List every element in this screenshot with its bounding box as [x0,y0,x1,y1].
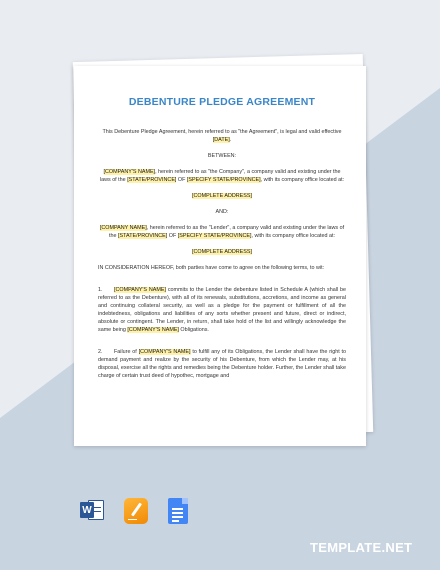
party2-address-line [98,248,346,256]
date-placeholder: [DATE] [212,137,230,143]
clause-2-text: to fulfill any of its Obligations, the Lender shall have the right to demand payment and realize by the security of his Debenture, from which the Lender may, at his disposal, exercise all the rights and remedies being the Debenture holder. Further, the Lender shall take charge of certain trust deed of hypothec, mortgage and [98,349,347,379]
watermark: TEMPLATE.NET [310,540,413,555]
google-docs-icon[interactable] [168,498,188,524]
clause-1-name-placeholder: [COMPANY'S NAME] [114,287,166,293]
google-docs-lines [172,508,183,524]
pages-icon[interactable] [124,498,148,524]
party1-paragraph [98,168,346,184]
word-badge: W [80,502,94,518]
party1-specify-placeholder: [SPECIFY STATE/PROVINCE] [186,177,261,183]
clause-1-text: commits to the Lender the debenture listed in Schedule A (which shall be referred to as the Debenture), with all of its renewals, substitutions, accretions, and income as general and continuing collateral security, as well as a pledge for the payment or fulfillment of all the indebtedness, obligations and liabilities of any sorts whether present and future, direct or indirect, absolute or contingent. The Lender, in return, shall take hold of the list and willingly acknowledge the same being [98,287,346,333]
intro-end: . [229,137,232,143]
clause-1-number: 1. [98,287,103,293]
party1-state-placeholder: [STATE/PROVINCE] [127,177,177,183]
document-body [98,128,346,380]
party2-text-2: OF [167,233,178,239]
party1-name-placeholder: [COMPANY'S NAME] [103,169,156,175]
party2-text-3: , with its company office located at: [251,233,335,239]
party1-text-1: , herein referred to as "the Company", a company valid and existing under the laws of the [99,169,341,183]
clause-2-name-placeholder: [COMPANY'S NAME] [138,349,191,355]
clause-1-name-placeholder-2: [COMPANY'S NAME] [127,327,179,333]
party1-text-3: , with its company office located at: [260,177,345,183]
clause-1-text-end: Obligations. [178,327,209,333]
party1-address-placeholder: [COMPLETE ADDRESS] [192,193,252,199]
party2-state-placeholder: [STATE/PROVINCE] [118,233,168,239]
party2-specify-placeholder: [SPECIFY STATE/PROVINCE] [177,233,252,239]
and-label: AND: [215,209,229,215]
document-title: DEBENTURE PLEDGE AGREEMENT [128,96,316,108]
document-page [74,66,366,446]
party2-text-1: , herein referred to as the "Lender", a company valid and existing under the laws of the [109,225,345,239]
clause-2-text-start: Failure of [114,349,139,355]
clause-1 [98,286,346,334]
party2-name-placeholder: [COMPANY NAME] [99,225,147,231]
between-label: BETWEEN: [207,153,237,159]
intro-paragraph [98,128,346,144]
app-icons [80,498,188,524]
word-icon[interactable] [80,498,104,522]
party2-address-placeholder: [COMPLETE ADDRESS] [192,249,252,255]
clause-2 [98,348,346,380]
party1-address-line [98,192,346,200]
clause-2-number: 2. [98,349,103,355]
party1-text-2: OF [176,177,187,183]
party2-paragraph [98,224,346,240]
intro-text: This Debenture Pledge Agreement, herein referred to as "the Agreement", is legal and valid effective [102,129,342,135]
consideration-paragraph: IN CONSIDERATION HEREOF, both parties have come to agree on the following terms, to wit: [98,265,325,271]
